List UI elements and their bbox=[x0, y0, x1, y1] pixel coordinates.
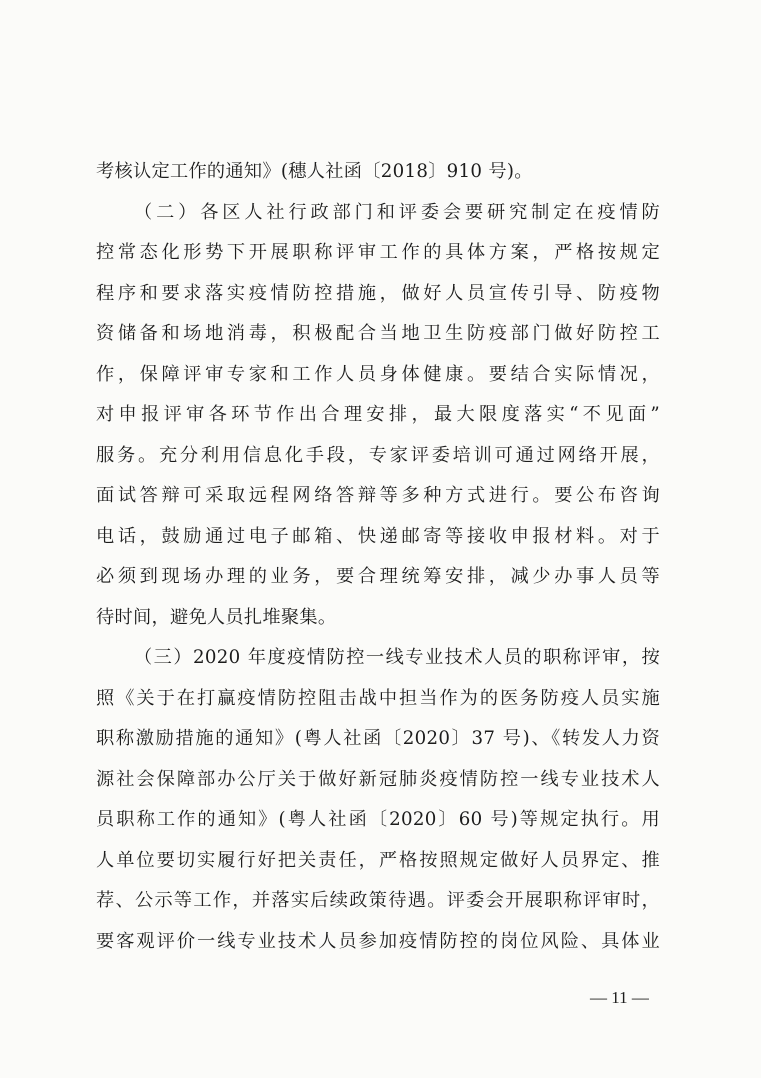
text-line: 服务。充分利用信息化手段，专家评委培训可通过网络开展， bbox=[96, 444, 660, 466]
text-line: （二）各区人社行政部门和评委会要研究制定在疫情防 bbox=[134, 201, 660, 223]
text-line: 职称激励措施的通知》(粤人社函〔2020〕37 号)、《转发人力资 bbox=[96, 728, 660, 749]
text-line: 面试答辩可采取远程网络答辩等多种方式进行。要公布咨询 bbox=[96, 485, 660, 506]
text-line: 要客观评价一线专业技术人员参加疫情防控的岗位风险、具体业 bbox=[96, 930, 660, 952]
text-line: 资储备和场地消毒，积极配合当地卫生防疫部门做好防控工 bbox=[96, 323, 660, 344]
text-line: 源社会保障部办公厅关于做好新冠肺炎疫情防控一线专业技术人 bbox=[96, 768, 660, 790]
text-line: （三）2020 年度疫情防控一线专业技术人员的职称评审，按 bbox=[134, 647, 660, 668]
text-line: 待时间，避免人员扎堆聚集。 bbox=[96, 606, 337, 628]
text-line: 对申报评审各环节作出合理安排，最大限度落实“不见面” bbox=[96, 404, 660, 425]
text-line: 员职称工作的通知》(粤人社函〔2020〕60 号)等规定执行。用 bbox=[96, 809, 660, 830]
text-line: 必须到现场办理的业务，要合理统筹安排，减少办事人员等 bbox=[96, 566, 660, 587]
page-number: — 11 — bbox=[590, 988, 649, 1007]
body-text bbox=[96, 152, 660, 962]
text-line: 电话，鼓励通过电子邮箱、快递邮寄等接收申报材料。对于 bbox=[96, 525, 660, 547]
text-line: 考核认定工作的通知》(穗人社函〔2018〕910 号)。 bbox=[96, 161, 533, 182]
text-line: 作，保障评审专家和工作人员身体健康。要结合实际情况， bbox=[96, 363, 660, 385]
text-line: 荐、公示等工作，并落实后续政策待遇。评委会开展职称评审时， bbox=[96, 890, 660, 911]
text-line: 照《关于在打赢疫情防控阻击战中担当作为的医务防疫人员实施 bbox=[96, 687, 660, 709]
text-line: 人单位要切实履行好把关责任，严格按照规定做好人员界定、推 bbox=[96, 849, 660, 871]
text-line: 程序和要求落实疫情防控措施，做好人员宣传引导、防疫物 bbox=[96, 282, 660, 304]
text-line: 控常态化形势下开展职称评审工作的具体方案，严格按规定 bbox=[96, 242, 660, 263]
